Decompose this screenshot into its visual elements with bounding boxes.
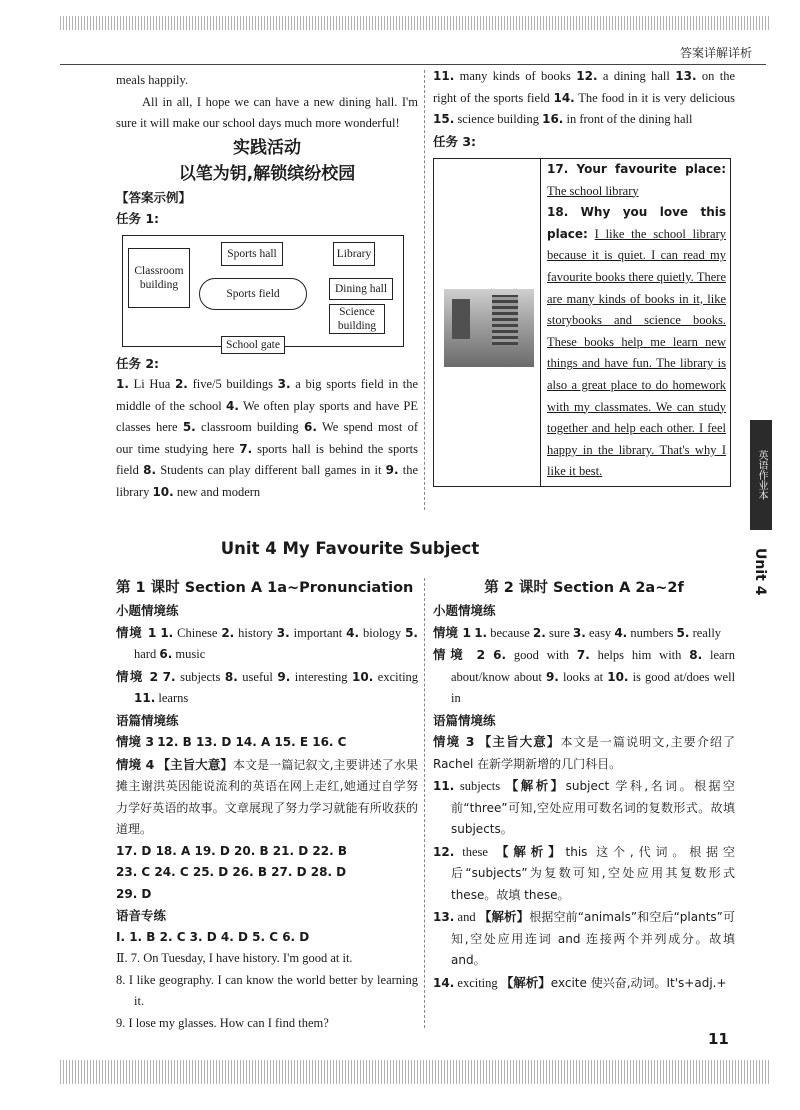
answer: in front of the dining hall: [566, 112, 693, 126]
explanation-13: [433, 906, 735, 972]
answer: and: [457, 910, 476, 924]
tag: 【解析】: [478, 909, 530, 924]
page-number: 11: [708, 1030, 729, 1048]
section-heading: 小题情境练: [116, 603, 179, 618]
answer: exciting: [377, 669, 419, 684]
item-number: 5.: [182, 420, 196, 434]
science-building-box: Science building: [329, 304, 385, 334]
section-heading: 语篇情境练: [116, 712, 179, 728]
answers-row: 23. C 24. C 25. D 26. B 27. D 28. D: [116, 865, 347, 879]
item-number: 14.: [433, 975, 455, 990]
answer: numbers: [630, 625, 674, 640]
answers-row: 17. D 18. A 19. D 20. B 21. D 22. B: [116, 843, 347, 858]
example-label: 【答案示例】: [116, 189, 192, 205]
sports-hall-box: Sports hall: [221, 242, 283, 266]
header-title: 答案详解详析: [679, 46, 752, 60]
scenario-label: 情境 3: [116, 734, 155, 749]
q18-label: 18. Why you love this place:: [547, 205, 726, 241]
answer: Chinese: [177, 625, 218, 640]
item-number: 1.: [160, 625, 174, 640]
scenario-2: [433, 644, 735, 710]
answers: 12. B 13. D 14. A 15. E 16. C: [157, 735, 347, 749]
explanation: subject 学科,名词。根据空前“three”可知,空处应用可数名词的复数形式。故填 subjects。: [451, 779, 736, 836]
answer: important: [293, 625, 343, 640]
item-number: 3.: [276, 625, 290, 640]
top-scan-band: [60, 16, 770, 30]
answer: learn about/know about: [451, 648, 736, 684]
answer: We spend most of our time studying here: [116, 420, 419, 456]
item-number: 11.: [433, 779, 455, 793]
task1-label: 任务 1:: [116, 211, 160, 226]
item-number: 4.: [346, 625, 360, 640]
lesson2-title: 第 2 课时 Section A 2a~2f: [484, 580, 684, 596]
activity-title: 实践活动: [233, 137, 301, 158]
task2-label: 任务 2:: [116, 355, 160, 371]
library-photo: [444, 289, 534, 367]
item-number: 8.: [224, 669, 238, 684]
answer: easy: [588, 625, 612, 640]
item-number: 1.: [116, 377, 129, 391]
answer: sure: [548, 625, 570, 640]
phonics-item: Ⅱ. 7. On Tuesday, I have history. I'm good at it.: [116, 951, 353, 965]
item-number: 9.: [385, 463, 399, 477]
item-number: 3.: [277, 377, 291, 391]
task3-text: [540, 159, 726, 486]
activity-subtitle: 以笔为钥,解锁缤纷校园: [178, 163, 356, 184]
item-number: 6.: [493, 648, 507, 662]
item-number: 7.: [239, 441, 253, 456]
phonics-answers: Ⅰ. 1. B 2. C 3. D 4. D 5. C 6. D: [116, 929, 310, 944]
summary: 本文是一篇说明文,主要介绍了 Rachel 在新学期新增的几门科目。: [433, 735, 735, 771]
item-number: 10.: [152, 484, 174, 499]
answer: because: [490, 625, 530, 640]
item-number: 15.: [433, 112, 455, 126]
item-number: 5.: [405, 625, 418, 640]
library-box: Library: [333, 242, 375, 266]
item-number: 10.: [607, 669, 629, 684]
item-number: 11.: [433, 69, 455, 83]
item-number: 13.: [675, 69, 697, 83]
answer: new and modern: [176, 484, 261, 499]
answer: Students can play different ball games in it: [160, 463, 382, 477]
answer: useful: [242, 669, 273, 684]
side-tab: 英语作业本: [750, 420, 772, 530]
scenario-label: 情境 1: [116, 624, 157, 640]
answer: exciting: [457, 975, 498, 990]
text-paragraph: All in all, I hope we can have a new dining hall. I'm sure it will make our school days much more wonderful!: [116, 94, 418, 130]
tag: 【解析】: [505, 778, 566, 793]
answer: helps him with: [597, 648, 682, 662]
school-gate-box: School gate: [221, 336, 285, 354]
unit-title: Unit 4 My Favourite Subject: [220, 539, 480, 558]
answer: many kinds of books: [459, 69, 571, 83]
answer: good with: [513, 648, 569, 662]
scenario-2: [116, 666, 418, 710]
item-number: 9.: [277, 669, 291, 684]
lesson1-title: 第 1 课时 Section A 1a~Pronunciation: [116, 580, 414, 596]
scenario-3: [433, 731, 735, 775]
bottom-scan-band: [60, 1060, 770, 1084]
top-right-column: [433, 66, 735, 487]
answer: is good at/does well in: [451, 669, 736, 705]
phonics-item: 8. I like geography. I can know the world better by learning it.: [116, 972, 418, 1008]
dining-hall-box: Dining hall: [329, 278, 393, 300]
answer: sports hall is behind the sports field: [116, 441, 419, 477]
answer: hard: [134, 647, 157, 661]
explanation-11: [433, 775, 735, 841]
answer: really: [692, 625, 722, 640]
explanation: excite 使兴奋,动词。It's+adj.+: [550, 975, 727, 990]
section-heading: 语篇情境练: [433, 712, 496, 728]
item-number: 10.: [352, 669, 374, 684]
scenario-label: 情境 3: [433, 734, 475, 749]
answer: a dining hall: [602, 69, 670, 83]
explanation: this 这个,代词。根据空后“subjects”为复数可知,空处应用其复数形式 these。故填 these。: [451, 844, 736, 902]
answer: We often play sports and have PE classes here: [116, 398, 418, 434]
item-number: 6.: [303, 420, 317, 434]
scenario-4: [116, 754, 418, 841]
item-number: 4.: [614, 625, 628, 640]
item-number: 12.: [433, 844, 455, 859]
answer: looks at: [562, 669, 604, 684]
scenario-label: 情境 2: [116, 668, 159, 684]
scenario-label: 情境 2: [433, 647, 486, 662]
text-line: meals happily.: [116, 73, 189, 87]
scenario-1: [433, 622, 735, 645]
summary: 本文是一篇记叙文,主要讲述了水果摊主谢洪英因能说流利的英语在网上走红,她通过自学努力学好英语的故事。文章展现了努力学习就能有所收获的道理。: [116, 757, 418, 836]
item-number: 2.: [174, 377, 188, 391]
item-number: 8.: [143, 463, 157, 477]
answer: interesting: [294, 669, 348, 684]
item-number: 7.: [576, 648, 590, 662]
task3-label: 任务 3:: [433, 133, 477, 149]
explanation-14: [433, 972, 735, 995]
q17-answer: The school library: [547, 183, 639, 198]
phonics-item: 9. I lose my glasses. How can I find them?: [116, 1015, 329, 1030]
tag: 【主旨大意】: [478, 734, 561, 749]
item-number: 5.: [676, 625, 690, 640]
section-heading: 小题情境练: [433, 603, 496, 618]
answer: science building: [457, 112, 539, 126]
header-rule: [60, 64, 766, 65]
answer: history: [238, 625, 273, 640]
item-number: 1.: [474, 625, 488, 640]
section-heading: 语音专练: [116, 908, 167, 923]
answer: on the right of the sports field: [433, 69, 736, 105]
q17-label: 17. Your favourite place:: [547, 162, 726, 176]
item-number: 8.: [689, 648, 703, 662]
answer: learns: [158, 691, 189, 705]
task2-answers-continued: [433, 66, 735, 131]
lesson2-column: [433, 576, 735, 994]
answer: these: [462, 844, 488, 859]
answer: music: [175, 647, 206, 661]
tag: 【解析】: [500, 974, 551, 990]
answer: subjects: [459, 779, 501, 793]
item-number: 13.: [433, 910, 455, 924]
lesson1-column: [116, 576, 418, 1034]
explanation: 根据空前“animals”和空后“plants”可知,空处应用连词 and 连接两个并列成分。故填 and。: [451, 910, 735, 967]
answers-row: 29. D: [116, 886, 152, 901]
answer: Li Hua: [133, 377, 171, 391]
classroom-building-box: Classroom building: [128, 248, 190, 308]
scenario-label: 情境 4: [116, 756, 155, 772]
tag: 【主旨大意】: [157, 756, 233, 772]
answer: subjects: [180, 669, 221, 684]
item-number: 4.: [226, 398, 239, 413]
task3-box: [433, 158, 731, 487]
answer: five/5 buildings: [192, 377, 273, 391]
q18-answer: I like the school library because it is quiet. I can read my favourite books there quietly. There are many kinds of books in it, like storybooks and science books. These books help me learn new things and have fun. The library is also a great place to do homework with my classmates. We can study together and help each other. I feel happy in the library. That's why I like it best.: [547, 226, 727, 479]
item-number: 14.: [553, 90, 575, 105]
sports-field-oval: Sports field: [199, 278, 307, 310]
task2-answers: [116, 374, 418, 503]
item-number: 16.: [542, 112, 564, 126]
item-number: 7.: [162, 669, 176, 684]
tag: 【解析】: [495, 843, 566, 859]
item-number: 2.: [221, 625, 235, 640]
scenario-1: [116, 622, 418, 666]
scenario-label: 情境 1: [433, 624, 472, 640]
answer: biology: [362, 625, 402, 640]
campus-map-diagram: [122, 235, 404, 351]
top-left-column: [116, 70, 418, 503]
scenario-3: [116, 731, 418, 754]
item-number: 6.: [159, 647, 173, 661]
item-number: 3.: [572, 625, 586, 640]
column-divider-top: [424, 70, 425, 510]
column-divider-bottom: [424, 578, 425, 1028]
item-number: 2.: [532, 625, 546, 640]
side-unit-label: Unit 4: [752, 548, 768, 596]
item-number: 11.: [134, 691, 156, 705]
item-number: 12.: [576, 69, 598, 83]
answer: The food in it is very delicious: [578, 90, 735, 105]
answer: classroom building: [201, 420, 299, 434]
explanation-12: [433, 841, 735, 907]
answer: the library: [116, 463, 419, 499]
answer: a big sports field in the middle of the school: [116, 377, 419, 413]
item-number: 9.: [545, 669, 559, 684]
